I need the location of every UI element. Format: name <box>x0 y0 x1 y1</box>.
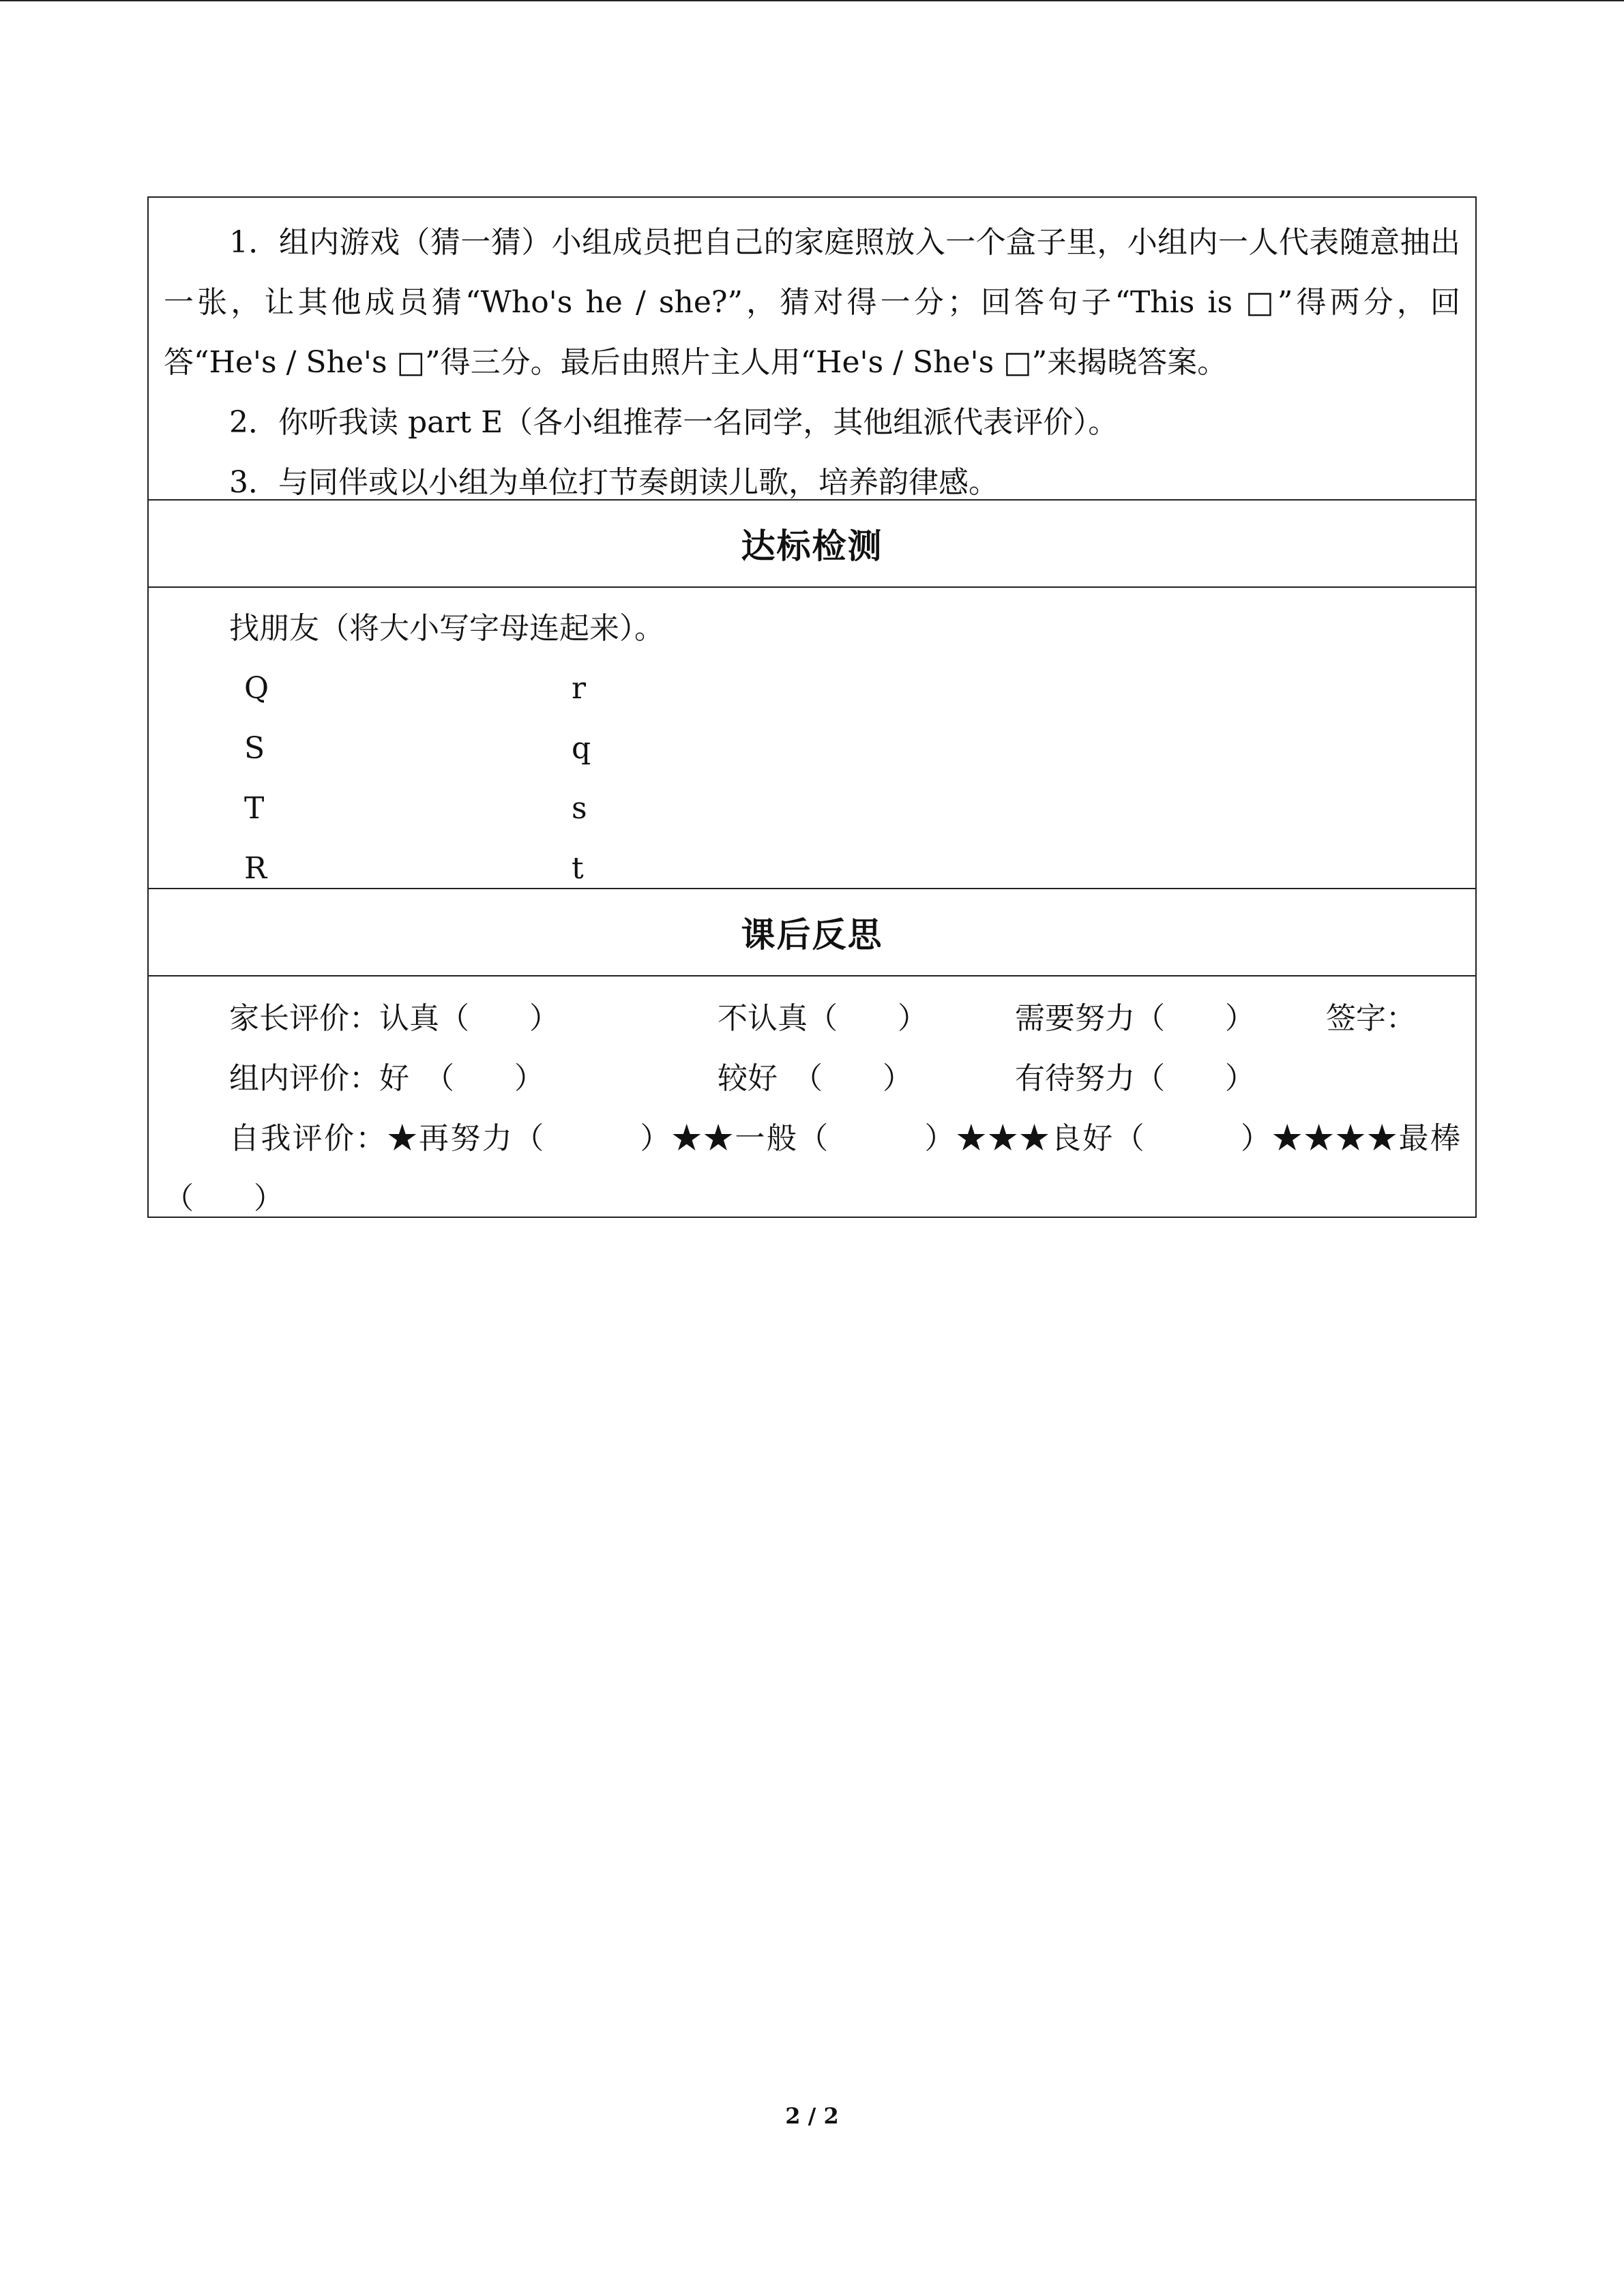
uppercase-letter: R <box>244 851 267 886</box>
test-section-body <box>149 588 1475 889</box>
activity-item-2: 2．你听我读 part E（各小组推荐一名同学，其他组派代表评价）。 <box>229 405 1119 440</box>
top-border-line <box>0 0 1624 1</box>
letter-pair-row <box>164 719 1460 779</box>
lowercase-letter: r <box>572 671 587 706</box>
lesson-table <box>147 196 1477 1218</box>
lowercase-letter: q <box>572 731 591 766</box>
group-eval-label: 组内评价：好 （ ） <box>229 1061 544 1096</box>
parent-eval-label: 家长评价：认真（ ） <box>229 1001 559 1036</box>
group-eval-option-3: 有待努力（ ） <box>1015 1061 1255 1096</box>
test-section-header <box>149 501 1475 588</box>
letter-pair-row <box>164 659 1460 719</box>
reflection-section-body <box>149 976 1475 1217</box>
activity-item-1: 1．组内游戏（猜一猜）小组成员把自己的家庭照放入一个盒子里，小组内一人代表随意抽出一张，让其他成员猜“Who's he / she?”，猜对得一分；回答句子“This is □”得两分，回答“He's / She's □”得三分。最后由照片主人用“He's / She's □”来揭晓答案。 <box>164 225 1460 380</box>
uppercase-letter: Q <box>244 671 269 706</box>
page-number: 2 / 2 <box>785 2103 839 2129</box>
letter-pair-row <box>164 779 1460 839</box>
test-section-title: 达标检测 <box>741 526 883 566</box>
parent-eval-option-2: 不认真（ ） <box>718 1001 928 1036</box>
activities-section <box>149 198 1475 501</box>
reflection-section-title: 课后反思 <box>741 915 883 955</box>
lowercase-letter: s <box>572 791 587 826</box>
self-evaluation-row: 自我评价：★再努力（ ）★★一般（ ）★★★良好（ ）★★★★最棒（ ） <box>164 1121 1460 1216</box>
uppercase-letter: S <box>244 731 265 766</box>
group-eval-option-2: 较好 （ ） <box>718 1061 913 1096</box>
test-instruction: 找朋友（将大小写字母连起来）。 <box>229 611 664 646</box>
lowercase-letter: t <box>572 851 584 886</box>
uppercase-letter: T <box>244 791 265 826</box>
group-evaluation-row <box>164 1049 1460 1109</box>
reflection-section-header <box>149 889 1475 976</box>
activity-item-3: 3．与同伴或以小组为单位打节奏朗读儿歌，培养韵律感。 <box>229 465 999 500</box>
parent-evaluation-row <box>164 989 1460 1049</box>
parent-signature-label: 签字： <box>1326 1001 1416 1036</box>
parent-eval-option-3: 需要努力（ ） <box>1015 1001 1255 1036</box>
